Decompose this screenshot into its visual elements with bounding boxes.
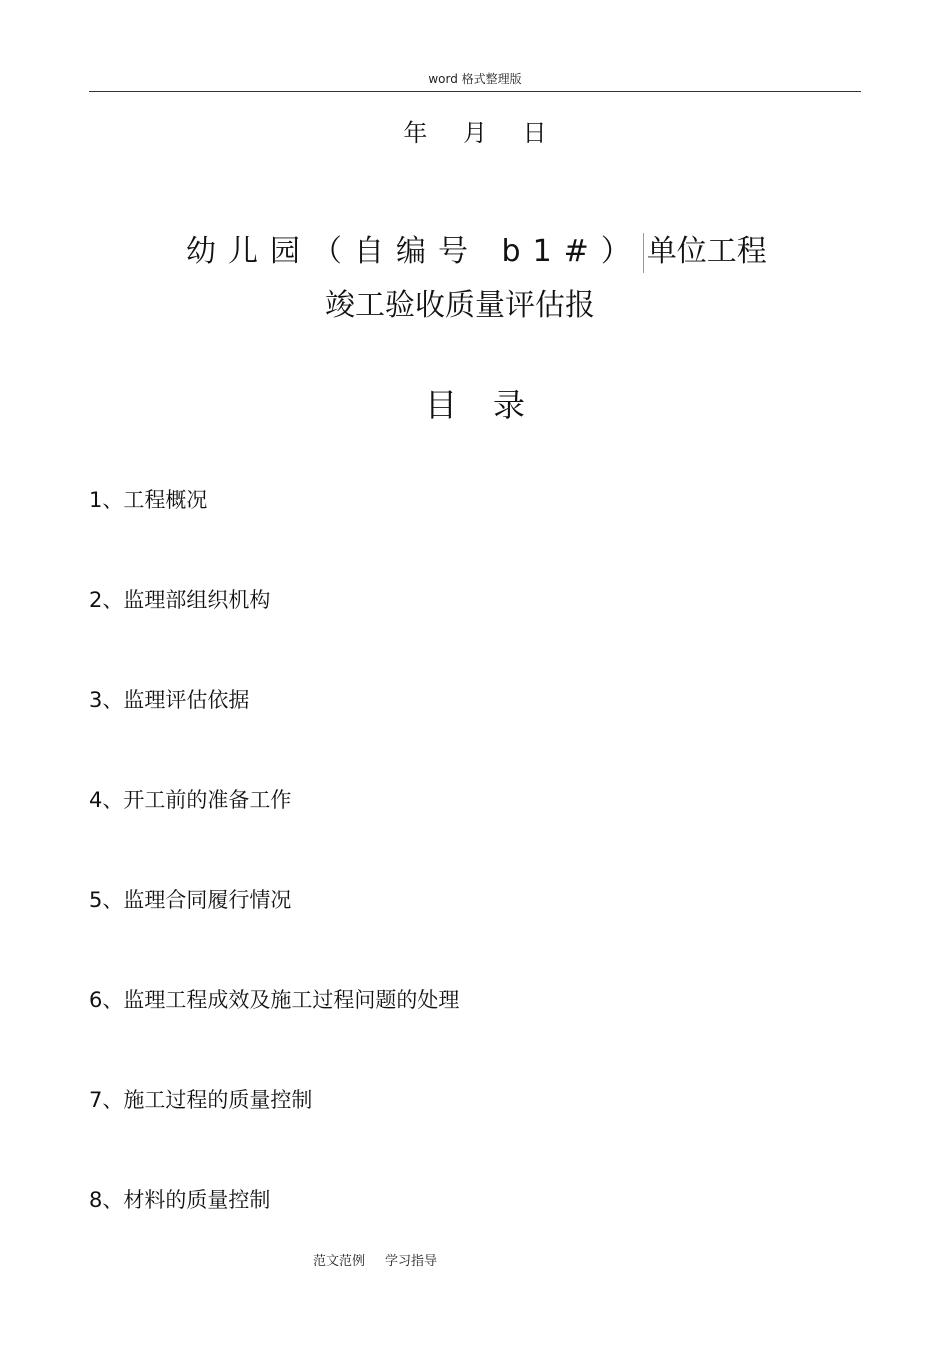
toc-item: 5、监理合同履行情况 (89, 888, 292, 912)
toc-item: 1、工程概况 (89, 488, 208, 512)
page-header-text: word 格式整理版 (428, 72, 522, 86)
toc-item: 7、施工过程的质量控制 (89, 1088, 313, 1112)
title-unit-project: 单位工程 (646, 234, 767, 269)
toc-item: 6、监理工程成效及施工过程问题的处理 (89, 988, 460, 1012)
document-title-line2: 竣工验收质量评估报 (325, 288, 595, 323)
toc-heading: 目录 (424, 386, 561, 424)
title-project-name: 幼儿园（自编号 b1#） (186, 234, 643, 269)
date-line: 年 月 日 (403, 119, 561, 147)
page-footer (313, 1250, 437, 1269)
header-divider (89, 91, 861, 92)
toc-item: 3、监理评估依据 (89, 688, 250, 712)
document-title-line1 (186, 226, 767, 273)
footer-right-text: 学习指导 (385, 1254, 438, 1269)
toc-item: 2、监理部组织机构 (89, 588, 271, 612)
toc-item: 8、材料的质量控制 (89, 1188, 271, 1212)
footer-left-text: 范文范例 (313, 1254, 366, 1269)
toc-item: 4、开工前的准备工作 (89, 788, 292, 812)
text-cursor (643, 233, 644, 273)
